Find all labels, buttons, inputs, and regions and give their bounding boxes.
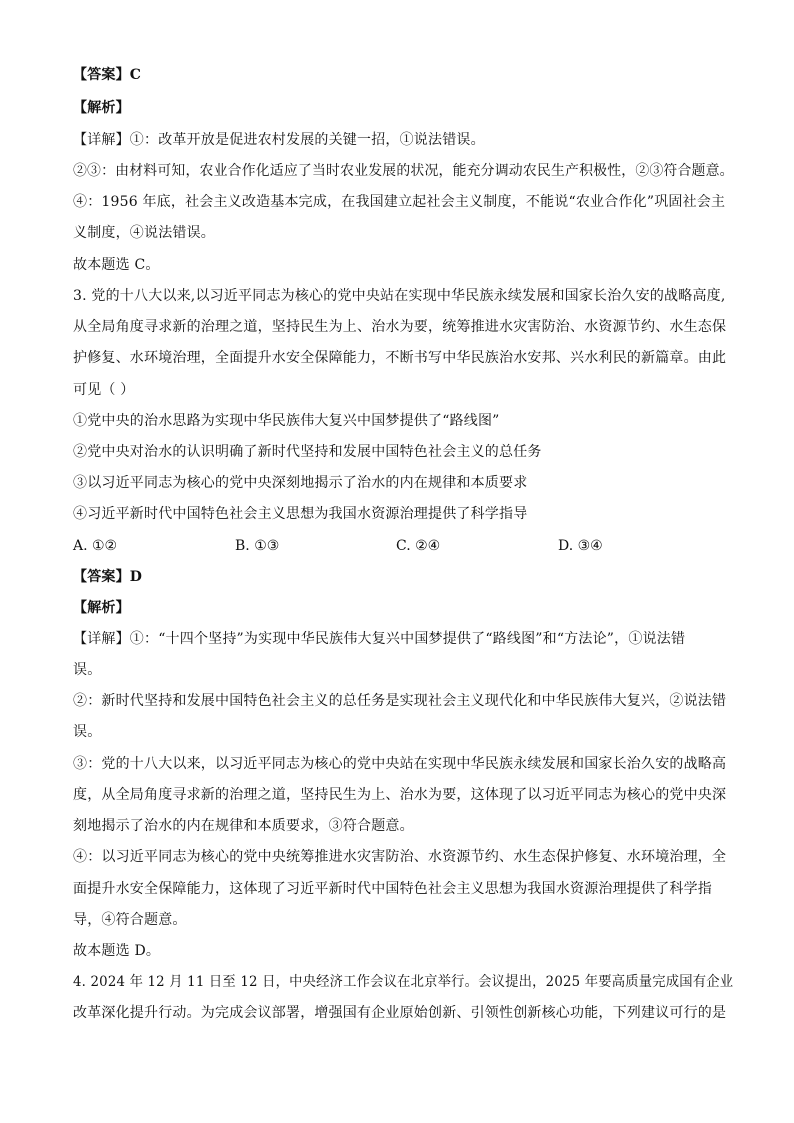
q2-detail-line: 义制度，④说法错误。 [73,225,215,241]
q4-stem-line: 4. 2024 年 12 月 11 日至 12 日，中央经济工作会议在北京举行。会议提出，2025 年要高质量完成国有企业 [73,974,734,990]
q3-detail-line: ②：新时代坚持和发展中国特色社会主义的总任务是实现社会主义现代化和中华民族伟大复兴，②说法错 [73,693,727,709]
q3-stem-line: 3. 党的十八大以来,以习近平同志为核心的党中央站在实现中华民族永续发展和国家长治久安的战略高度, [73,288,726,304]
q3-detail-line: 【详解】①：“十四个坚持”为实现中华民族伟大复兴中国梦提供了“路线图”和“方法论”，①说法错 [73,631,686,647]
q3-stem-line: 从全局角度寻求新的治理之道，坚持民生为上、治水为要，统筹推进水灾害防治、水资源节约、水生态保 [73,319,727,335]
q3-option-c: C. ②④ [396,538,441,554]
answer-label-q3: 【答案】D [73,569,143,585]
q3-statement: ③以习近平同志为核心的党中央深刻地揭示了治水的内在规律和本质要求 [73,475,528,491]
q3-conclusion: 故本题选 D。 [73,943,161,959]
q3-options [73,537,733,555]
q3-statement: ②党中央对治水的认识明确了新时代坚持和发展中国特色社会主义的总任务 [73,444,542,460]
analysis-label-q3: 【解析】 [73,600,130,616]
q3-option-d: D. ③④ [558,538,603,554]
q3-option-a: A. ①② [73,538,118,554]
q3-detail-line: 面提升水安全保障能力，这体现了习近平新时代中国特色社会主义思想为我国水资源治理提供了科学指 [73,881,712,897]
q4-stem-line: 改革深化提升行动。为完成会议部署，增强国有企业原始创新、引领性创新核心功能，下列建议可行的是 [73,1005,727,1021]
q3-stem-line: 护修复、水环境治理，全面提升水安全保障能力，不断书写中华民族治水安邦、兴水利民的新篇章。由此 [73,350,727,366]
q3-stem-line: 可见（ ） [73,382,135,398]
q2-detail-line: 【详解】①：改革开放是促进农村发展的关键一招，①说法错误。 [73,132,485,148]
q3-detail-line: 导，④符合题意。 [73,912,187,928]
q2-detail-line: ④：1956 年底，社会主义改造基本完成，在我国建立起社会主义制度，不能说“农业合作化”巩固社会主 [73,194,726,210]
analysis-label-q2: 【解析】 [73,100,130,116]
q3-detail-line: 误。 [73,724,102,740]
q2-detail-line: ②③：由材料可知，农业合作化适应了当时农业发展的状况，能充分调动农民生产积极性，②③符合题意。 [73,163,734,179]
q3-statement: ①党中央的治水思路为实现中华民族伟大复兴中国梦提供了“路线图” [73,413,500,429]
q2-conclusion: 故本题选 C。 [73,257,160,273]
answer-label-q2: 【答案】C [73,67,142,83]
q3-detail-line: ④：以习近平同志为核心的党中央统筹推进水灾害防治、水资源节约、水生态保护修复、水环境治理，全 [73,849,727,865]
q3-detail-line: 度，从全局角度寻求新的治理之道，坚持民生为上、治水为要，这体现了以习近平同志为核心的党中央深 [73,787,727,803]
q3-option-b: B. ①③ [235,538,280,554]
q3-detail-line: ③：党的十八大以来，以习近平同志为核心的党中央站在实现中华民族永续发展和国家长治久安的战略高 [73,756,727,772]
q3-detail-line: 误。 [73,662,102,678]
q3-statement: ④习近平新时代中国特色社会主义思想为我国水资源治理提供了科学指导 [73,506,528,522]
q3-detail-line: 刻地揭示了治水的内在规律和本质要求，③符合题意。 [73,818,414,834]
